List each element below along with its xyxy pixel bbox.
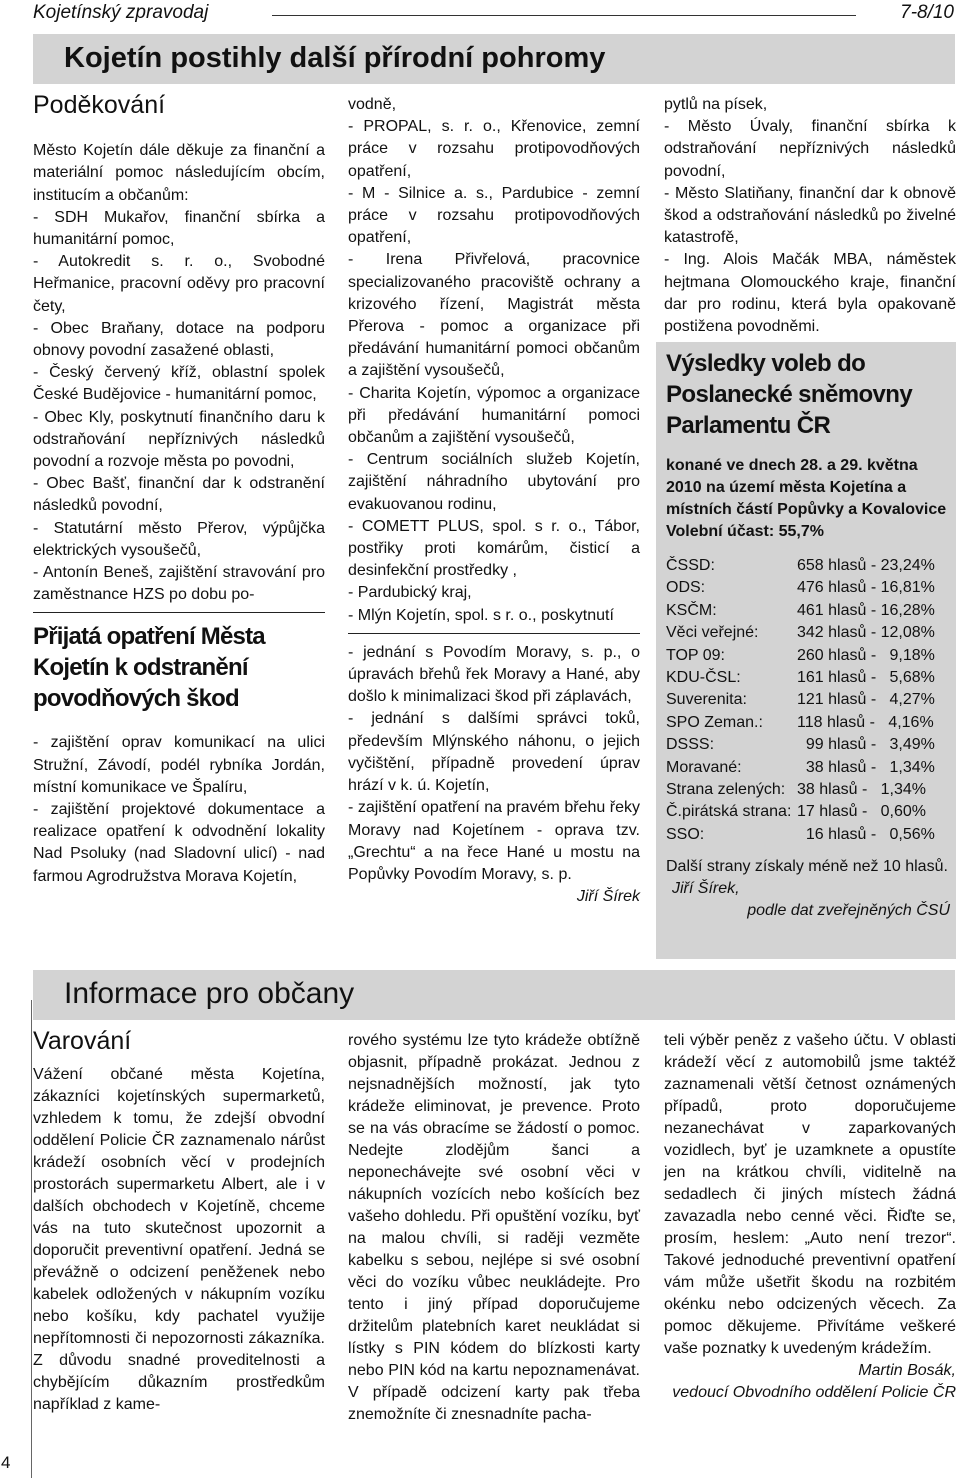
thanks-paragraph: - Obec Braňany, dotace na podporu obnovy povodní zasažené oblasti, xyxy=(33,319,325,360)
result-row xyxy=(666,689,950,711)
result-row xyxy=(666,600,950,622)
warning-paragraph: rového systému lze tyto krádeže obtížně objasnit, případně prokázat. Jednou z nejsnadnějších možností, jak tyto krádeže eliminovat, je prevence. Proto se na vás obracíme se žádostí o pomoc. Nedejte zlodějům šanci a neponechávejte své osobní věci v nákupních vozících nebo košících bez vašeho dohledu. Při opuštění vozíku, byť na malou chvíli, si raději vezměte kabelku s sebou, nejlépe si své osobní věci do vozíku vůbec neukládejte. Pro tento i jiný případ doporučujeme držitelům platebních karet neukládat si lístky s PIN kódem do blízkosti karty nebo PIN kód na kartu nepoznamenávat. V případě odcizení karty pak třeba znemožníte či znesnadníte pacha- xyxy=(348,1032,640,1423)
thanks-paragraph: - Mlýn Kojetín, spol. s r. o., poskytnutí xyxy=(348,606,614,624)
result-votes: 342 hlasů - 12,08% xyxy=(797,624,935,642)
page-number: 4 xyxy=(1,1453,11,1472)
result-row xyxy=(666,757,950,779)
election-source: podle dat zveřejněných ČSÚ xyxy=(747,902,950,920)
result-votes: 118 hlasů - 4,16% xyxy=(797,713,934,731)
election-turnout: Volební účast: 55,7% xyxy=(666,523,824,540)
result-row xyxy=(666,645,950,667)
thanks-paragraph: - Charita Kojetín, výpomoc a organizace při předávání humanitární pomoci občanům a zajištění vysoušečů, xyxy=(348,384,640,447)
result-party: Moravané: xyxy=(666,758,742,776)
column-warning-1 xyxy=(33,1027,325,1416)
thanks-heading: Poděkování xyxy=(33,91,166,119)
page-margin-rule xyxy=(31,1000,32,1478)
warning-heading: Varování xyxy=(33,1027,132,1055)
election-note xyxy=(666,856,950,922)
result-votes: 99 hlasů - 3,49% xyxy=(797,736,935,754)
result-row xyxy=(666,734,950,756)
info-title: Informace pro občany xyxy=(64,977,355,1010)
warning-paragraph: teli výběr peněz z vašeho účtu. V oblasti krádeží věcí z automobilů jsme taktéž zaznamenali větší četnost oznámených případů, proto doporučujeme nezanechávat v zaparkovaných vozidlech, byť je uzamknete a opustíte jen na krátkou chvíli, viditelně na sedadlech či jiných místech žádná zavazadla nebo cenné věci. Řiďte se, prosím, heslem: „Auto není trezor“. Takové jednoduché preventivní opatření vám může ušetřit škodu na rozbitém okénku nebo odcizených věcech. Za pomoc děkujeme. Přivítáme veškeré vaše poznatky k uvedeným krádežím. xyxy=(664,1032,956,1357)
result-party: Věci veřejné: xyxy=(666,624,759,642)
article-title-bar xyxy=(33,34,955,84)
measures-paragraph: - zajištění opatření na pravém břehu řeky Moravy nad Kojetínem - oprava tzv. „Grechtu“ a na řece Hané u mostu na Popůvky Povodím Moravy, s. p. xyxy=(348,799,640,883)
column-thanks-end xyxy=(664,94,956,338)
result-party: KDU-ČSL: xyxy=(666,669,741,687)
result-votes: 121 hlasů - 4,27% xyxy=(797,691,935,709)
result-votes: 260 hlasů - 9,18% xyxy=(797,646,935,664)
thanks-paragraph: - Město Úvaly, finanční sbírka k odstraňování nepříznivých následků povodní, xyxy=(664,118,956,180)
result-row xyxy=(666,555,950,577)
thanks-paragraph: - Město Slatiňany, finanční dar k obnově škod a odstraňování následků po živelné katastrofě, xyxy=(664,184,956,247)
result-votes: 16 hlasů - 0,56% xyxy=(797,825,935,843)
election-note-text: Další strany získaly méně než 10 hlasů. xyxy=(666,858,948,876)
police-signature-role: vedoucí Obvodního oddělení Policie ČR xyxy=(672,1384,956,1401)
results-list xyxy=(666,555,950,846)
result-votes: 17 hlasů - 0,60% xyxy=(797,803,926,821)
election-dates: konané ve dnech 28. a 29. května 2010 na území města Kojetína a místních částí Popůvky a Kovalovice xyxy=(666,457,947,518)
election-title: Výsledky voleb do Poslanecké sněmovny Parlamentu ČR xyxy=(666,350,913,439)
thanks-paragraph: - M - Silnice a. s., Pardubice - zemní práce v rozsahu protipovodňových opatření, xyxy=(348,184,640,247)
column-warning-2 xyxy=(348,1030,640,1426)
measures-heading: Přijatá opatření Města Kojetín k odstranění povodňových škod xyxy=(33,623,265,713)
result-row xyxy=(666,667,950,689)
result-votes: 461 hlasů - 16,28% xyxy=(797,601,935,619)
thanks-paragraph: - Ing. Alois Mačák MBA, náměstek hejtmana Olomouckého kraje, finanční dar pro rodinu, která byla opakovaně postižena povodněmi. xyxy=(664,251,956,336)
result-votes: 658 hlasů - 23,24% xyxy=(797,557,935,574)
result-votes: 476 hlasů - 16,81% xyxy=(797,579,935,597)
column-warning-3 xyxy=(664,1030,956,1404)
thanks-paragraph: - SDH Mukařov, finanční sbírka a humanitární pomoc, xyxy=(33,208,325,249)
result-party: DSSS: xyxy=(666,736,715,754)
police-signature-name: Martin Bosák, xyxy=(858,1362,956,1379)
measures-paragraph: - zajištění oprav komunikací na ulici Stružní, Závodí, podél rybníka Jordán, místní komunikace ve Špalíru, xyxy=(33,734,325,796)
measures-paragraph: - zajištění projektové dokumentace a realizace opatření k odvodnění lokality Nad Psoluky (nad Sladovní ulicí) - nad farmou Agrodružstva Morava Kojetín, xyxy=(33,801,325,885)
thanks-paragraph: - Irena Přivřelová, pracovnice specializovaného pracoviště ochrany a krizového řízení, Magistrát města Přerova - pomoc a organizace při předávání humanitární pomoci občanům a zajištění vysoušečů, xyxy=(348,251,640,380)
measures-paragraph: - jednání s dalšími správci toků, především Mlýnského náhonu, o jejich vyčištění, případně provedení úprav hrází v k. ú. Kojetín, xyxy=(348,710,640,795)
thanks-paragraph: vodně, xyxy=(348,96,397,113)
result-party: ČSSD: xyxy=(666,557,715,574)
result-party: SPO Zeman.: xyxy=(666,713,763,731)
thanks-paragraph: Město Kojetín dále děkuje za finanční a materiální pomoc následujícím obcím, institucím a občanům: xyxy=(33,142,325,204)
result-row xyxy=(666,779,950,801)
result-row xyxy=(666,801,950,823)
issue-number: 7-8/10 xyxy=(900,2,954,23)
thanks-paragraph: - Obec Bašť, finanční dar k odstranění následků povodní, xyxy=(33,475,325,515)
column-rule xyxy=(33,612,325,613)
column-thanks-continued xyxy=(348,94,640,908)
result-party: Strana zelených: xyxy=(666,781,786,799)
thanks-paragraph: - PROPAL, s. r. o., Křenovice, zemní práce v rozsahu protipovodňových opatření, xyxy=(348,118,640,180)
election-subtitle xyxy=(666,455,950,543)
result-party: Suverenita: xyxy=(666,691,747,709)
column-rule xyxy=(348,633,640,634)
result-party: Č.pirátská strana: xyxy=(666,803,792,821)
measures-paragraph: - jednání s Povodím Moravy, s. p., o úpravách břehů řek Moravy a Hané, aby došlo k minimalizaci škod při záplavách, xyxy=(348,643,640,706)
result-party: SSO: xyxy=(666,825,705,843)
column-thanks xyxy=(33,91,325,888)
thanks-paragraph: - Antonín Beneš, zajištění stravování pro zaměstnance HZS po dobu po- xyxy=(33,564,325,604)
result-votes: 38 hlasů - 1,34% xyxy=(797,758,935,776)
header-rule xyxy=(272,15,856,16)
warning-paragraph: Vážení občané města Kojetína, zákazníci kojetínských supermarketů, vzhledem k tomu, že zdejší obvodní oddělení Policie ČR zaznamenalo nárůst krádeží osobních věcí v prodejních prostorách supermarketu Albert, ale i v dalších obchodech v Kojetíně, chceme vás na tuto skutečnost upozornit a doporučit preventivní opatření. Jedná se převážně o odcizení peněženek nebo kabelek odložených v nákupním vozíku nebo košíku, kdy pachatel využije nepřítomnosti či nepozornosti zákazníka. Z důvodu snadné proveditelnosti a chybějícím důkazním prostředkům například z kame- xyxy=(33,1066,325,1413)
thanks-paragraph: pytlů na písek, xyxy=(664,96,768,113)
result-row xyxy=(666,577,950,599)
result-row xyxy=(666,622,950,644)
result-party: TOP 09: xyxy=(666,646,725,664)
election-signature: Jiří Šírek, xyxy=(672,880,740,898)
thanks-paragraph: - Autokredit s. r. o., Svobodné Heřmanice, pracovní oděvy pro pracovní čety, xyxy=(33,253,325,315)
result-row xyxy=(666,712,950,734)
result-party: ODS: xyxy=(666,579,706,597)
article-title: Kojetín postihly další přírodní pohromy xyxy=(64,42,606,74)
publication-name: Kojetínský zpravodaj xyxy=(33,2,209,23)
thanks-paragraph: - Centrum sociálních služeb Kojetín, zajištění náhradního ubytování pro evakuovanou rodinu, xyxy=(348,451,640,513)
election-results-box xyxy=(656,342,956,959)
result-votes: 38 hlasů - 1,34% xyxy=(797,781,926,799)
thanks-paragraph: - Statutární město Přerov, výpůjčka elektrických vysoušečů, xyxy=(33,519,325,559)
result-votes: 161 hlasů - 5,68% xyxy=(797,669,935,687)
thanks-paragraph: - Obec Kly, poskytnutí finančního daru k odstraňování nepříznivých následků povodní a rozvoje města po povodni, xyxy=(33,408,325,471)
info-title-bar xyxy=(33,970,955,1020)
thanks-paragraph: - Pardubický kraj, xyxy=(348,584,472,602)
result-row xyxy=(666,824,950,846)
thanks-paragraph: - Český červený kříž, oblastní spolek České Budějovice - humanitární pomoc, xyxy=(33,364,325,404)
result-party: KSČM: xyxy=(666,601,717,619)
author-signature: Jiří Šírek xyxy=(576,888,640,906)
thanks-paragraph: - COMETT PLUS, spol. s r. o., Tábor, postřiky proti komárům, čisticí a desinfekční prostředky , xyxy=(348,517,640,580)
